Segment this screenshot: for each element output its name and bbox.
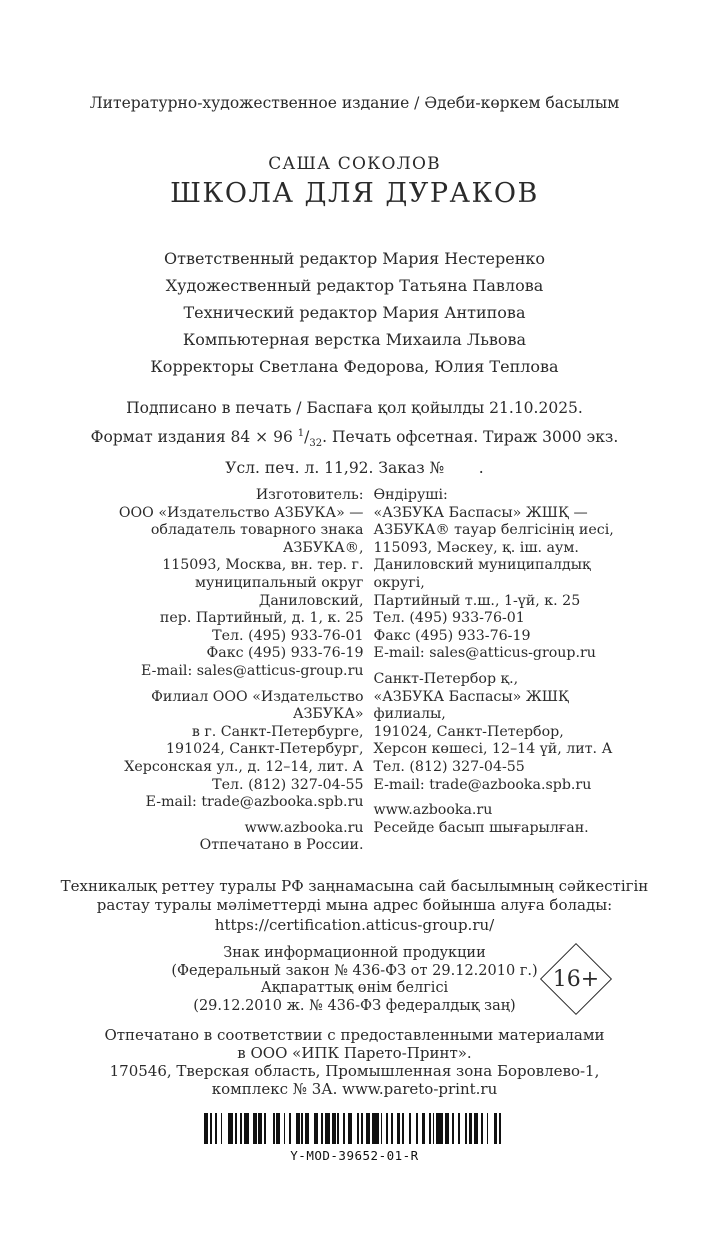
text-line: Херсон көшесі, 12–14 үй, лит. А: [373, 741, 613, 758]
order-number-line: Усл. печ. л. 11,92. Заказ № .: [225, 459, 484, 477]
format-fraction-denominator: 32: [309, 438, 323, 449]
text-line: Художественный редактор Татьяна Павлова: [165, 276, 544, 295]
text-line: растау туралы мәліметтерді мына адрес бойынша алуға болады:: [96, 896, 613, 915]
text-line: E-mail: sales@atticus-group.ru: [373, 645, 596, 662]
age-rating-badge: [540, 943, 612, 1015]
text-line: Партийный т.ш., 1-үй, к. 25: [373, 592, 581, 609]
text-line: www.azbooka.ru: [244, 819, 364, 836]
text-line: обладатель товарного знака АЗБУКА®,: [150, 522, 364, 556]
barcode-bar: [372, 1113, 379, 1144]
text-line: (29.12.2010 ж. № 436-ФЗ федералдық заң): [193, 997, 516, 1014]
text-line: 170546, Тверская область, Промышленная зона Боровлево-1,: [109, 1061, 600, 1080]
text-line: 191024, Санкт-Петербург,: [166, 741, 364, 758]
kazakh-address-column: [369, 487, 615, 863]
text-line: ООО «Издательство АЗБУКА» —: [118, 504, 364, 521]
format-fraction-numerator: 1: [297, 428, 305, 439]
text-line: Тел. (495) 933-76-01: [373, 610, 525, 627]
text-line: комплекс № 3А. www.pareto-print.ru: [211, 1079, 498, 1098]
text-line: Корректоры Светлана Федорова, Юлия Теплова: [150, 357, 559, 376]
text-line: 115093, Москва, вн. тер. г.: [162, 557, 364, 574]
format-prefix: Формат издания 84 × 96: [90, 428, 298, 446]
text-line: Отпечатано в соответствии с предоставленными материалами: [104, 1026, 605, 1045]
text-line: АЗБУКА® тауар белгісінің иесі,: [373, 522, 614, 539]
text-line: Компьютерная верстка Михаила Львова: [182, 330, 527, 349]
text-line: пер. Партийный, д. 1, к. 25: [159, 610, 364, 627]
text-line: 191024, Санкт-Петербор,: [373, 723, 564, 740]
text-line: Факс (495) 933-76-19: [206, 645, 364, 662]
text-line: Ресейде басып шығарылған.: [373, 819, 589, 836]
format-line: [0, 421, 709, 456]
address-columns: [95, 487, 615, 863]
text-line: Тел. (495) 933-76-01: [212, 627, 364, 644]
print-info-block: [0, 396, 709, 481]
format-suffix: . Печать офсетная. Тираж 3000 экз.: [322, 428, 619, 446]
text-line: E-mail: trade@azbooka.spb.ru: [373, 776, 592, 793]
barcode-bar: [436, 1113, 443, 1144]
site-block-kz: [374, 802, 615, 837]
text-line: Ответственный редактор Мария Нестеренко: [163, 249, 546, 268]
author-name: САША СОКОЛОВ: [268, 154, 441, 174]
text-line: Херсонская ул., д. 12–14, лит. А: [124, 758, 364, 775]
text-line: Изготовитель:: [255, 487, 364, 503]
branch-block-kz: [374, 671, 615, 794]
text-line: Факс (495) 933-76-19: [373, 627, 531, 644]
text-line: www.azbooka.ru: [373, 802, 493, 819]
text-line: Филиал ООО «Издательство АЗБУКА»: [151, 688, 364, 723]
editors-block: [0, 245, 709, 380]
barcode-space: [501, 1113, 505, 1144]
book-title: ШКОЛА ДЛЯ ДУРАКОВ: [170, 178, 539, 209]
branch-block-ru: [95, 689, 364, 812]
barcode-label: Y-MOD-39652-01-R: [290, 1147, 419, 1163]
age-rating-label: 16+: [552, 966, 600, 992]
barcode-image: [204, 1113, 504, 1144]
text-line: 115093, Мәскеу, қ. іш. аум.: [373, 539, 579, 556]
site-block-ru: [95, 820, 364, 855]
text-line: Санкт-Петербор қ.,: [373, 670, 519, 687]
text-line: Тел. (812) 327-04-55: [373, 758, 525, 775]
barcode-section: [0, 1113, 709, 1163]
signed-in-print-line: Подписано в печать / Баспаға қол қойылды 21.10.2025.: [126, 399, 583, 417]
russian-address-column: [95, 487, 369, 863]
certification-block: [0, 877, 709, 936]
text-line: Тел. (812) 327-04-55: [212, 776, 364, 793]
text-line: «АЗБУКА Баспасы» ЖШҚ —: [373, 504, 588, 521]
text-line: Даниловский муниципалдық округі,: [373, 557, 591, 591]
manufacturer-block: [95, 487, 364, 681]
text-line: (Федеральный закон № 436-ФЗ от 29.12.2010 г.): [171, 962, 538, 979]
text-line: E-mail: trade@azbooka.spb.ru: [145, 794, 364, 811]
info-sign-row: [0, 945, 709, 1015]
text-line: в ООО «ИПК Парето-Принт».: [237, 1044, 472, 1063]
text-line: Технический редактор Мария Антипова: [183, 303, 526, 322]
text-line: «АЗБУКА Баспасы» ЖШҚ филиалы,: [373, 688, 569, 723]
text-line: в г. Санкт-Петербурге,: [191, 723, 364, 740]
text-line: Өндіруші:: [373, 487, 448, 503]
text-line: муниципальный округ Даниловский,: [194, 574, 364, 609]
text-line: Ақпараттық өнім белгісі: [260, 980, 449, 997]
format-fraction-slash: /: [304, 428, 310, 446]
text-line: E-mail: sales@atticus-group.ru: [141, 662, 364, 679]
text-line: Отпечатано в России.: [199, 837, 364, 854]
text-line: Техникалық реттеу туралы РФ заңнамасына сай басылымның сәйкестігін: [60, 876, 649, 895]
text-line: https://certification.atticus-group.ru/: [214, 915, 495, 934]
producer-block: [374, 487, 615, 663]
text-line: Знак информационной продукции: [223, 945, 486, 962]
edition-line: Литературно-художественное издание / Әдеби-көркем басылым: [89, 94, 620, 112]
printing-house-block: [0, 1027, 709, 1098]
barcode-space: [266, 1113, 273, 1144]
